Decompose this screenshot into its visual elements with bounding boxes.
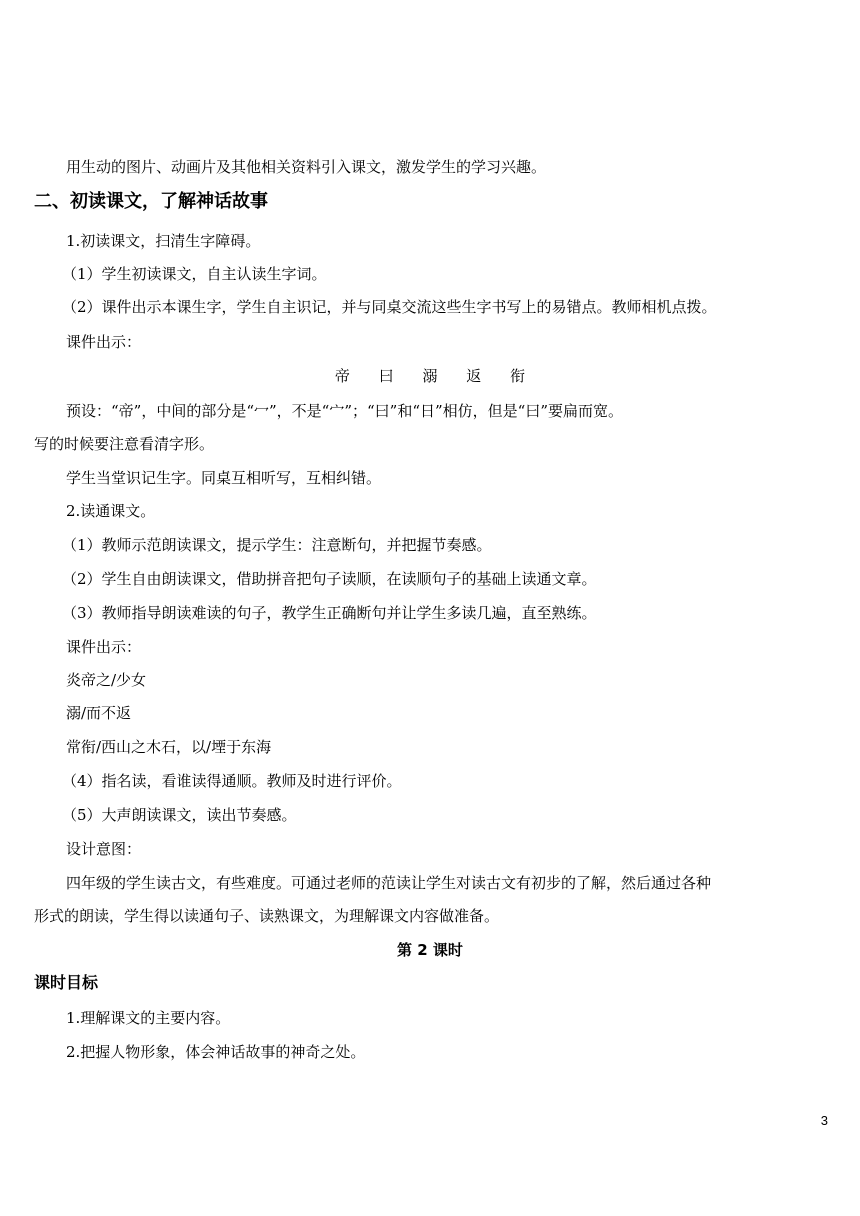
preset-note: 预设：“帝”，中间的部分是“冖”，不是“宀”；“曰”和“日”相仿，但是“曰”要扁而宽。 [66, 402, 624, 420]
step-1-2: （2）课件出示本课生字，学生自主识记，并与同桌交流这些生字书写上的易错点。教师相机点拨。 [62, 298, 717, 316]
design-intent-text: 四年级的学生读古文，有些难度。可通过老师的范读让学生对读古文有初步的了解，然后通过各种 [66, 874, 712, 892]
section-heading-2: 二、初读课文，了解神话故事 [34, 191, 268, 212]
lesson-goals-heading: 课时目标 [34, 973, 99, 992]
char-2: 曰 [378, 367, 394, 385]
lesson-2-heading: 第 2 课时 [397, 941, 463, 959]
step-2-4: （4）指名读，看谁读得通顺。教师及时进行评价。 [62, 772, 402, 790]
preset-note-cont: 写的时候要注意看清字形。 [34, 435, 215, 453]
char-3: 溺 [422, 367, 438, 385]
step-2-1: （1）教师示范朗读课文，提示学生：注意断句，并把握节奏感。 [62, 536, 492, 554]
step-2: 2.读通课文。 [66, 502, 156, 520]
step-2-2: （2）学生自由朗读课文，借助拼音把句子读顺，在读顺句子的基础上读通文章。 [62, 570, 597, 588]
char-5: 衔 [510, 367, 526, 385]
char-4: 返 [466, 367, 482, 385]
dictation-note: 学生当堂识记生字。同桌互相听写，互相纠错。 [66, 469, 382, 487]
courseware-label-1: 课件出示： [66, 333, 142, 351]
intro-paragraph: 用生动的图片、动画片及其他相关资料引入课文，激发学生的学习兴趣。 [66, 158, 547, 176]
goal-1: 1.理解课文的主要内容。 [66, 1009, 231, 1027]
step-2-5: （5）大声朗读课文，读出节奏感。 [62, 806, 297, 824]
step-1: 1.初读课文，扫清生字障碍。 [66, 232, 261, 250]
phrase-2: 溺/而不返 [66, 704, 132, 722]
page-number: 3 [820, 1113, 828, 1128]
phrase-3: 常衔/西山之木石，以/堙于东海 [66, 738, 272, 756]
design-intent-label: 设计意图： [66, 840, 142, 858]
goal-2: 2.把握人物形象，体会神话故事的神奇之处。 [66, 1043, 366, 1061]
step-1-1: （1）学生初读课文，自主认读生字词。 [62, 265, 327, 283]
design-intent-text-cont: 形式的朗读，学生得以读通句子、读熟课文，为理解课文内容做准备。 [34, 907, 500, 925]
step-2-3: （3）教师指导朗读难读的句子，教学生正确断句并让学生多读几遍，直至熟练。 [62, 604, 597, 622]
phrase-1: 炎帝之/少女 [66, 671, 147, 689]
char-1: 帝 [334, 367, 350, 385]
courseware-label-2: 课件出示： [66, 638, 142, 656]
new-characters [0, 366, 860, 386]
